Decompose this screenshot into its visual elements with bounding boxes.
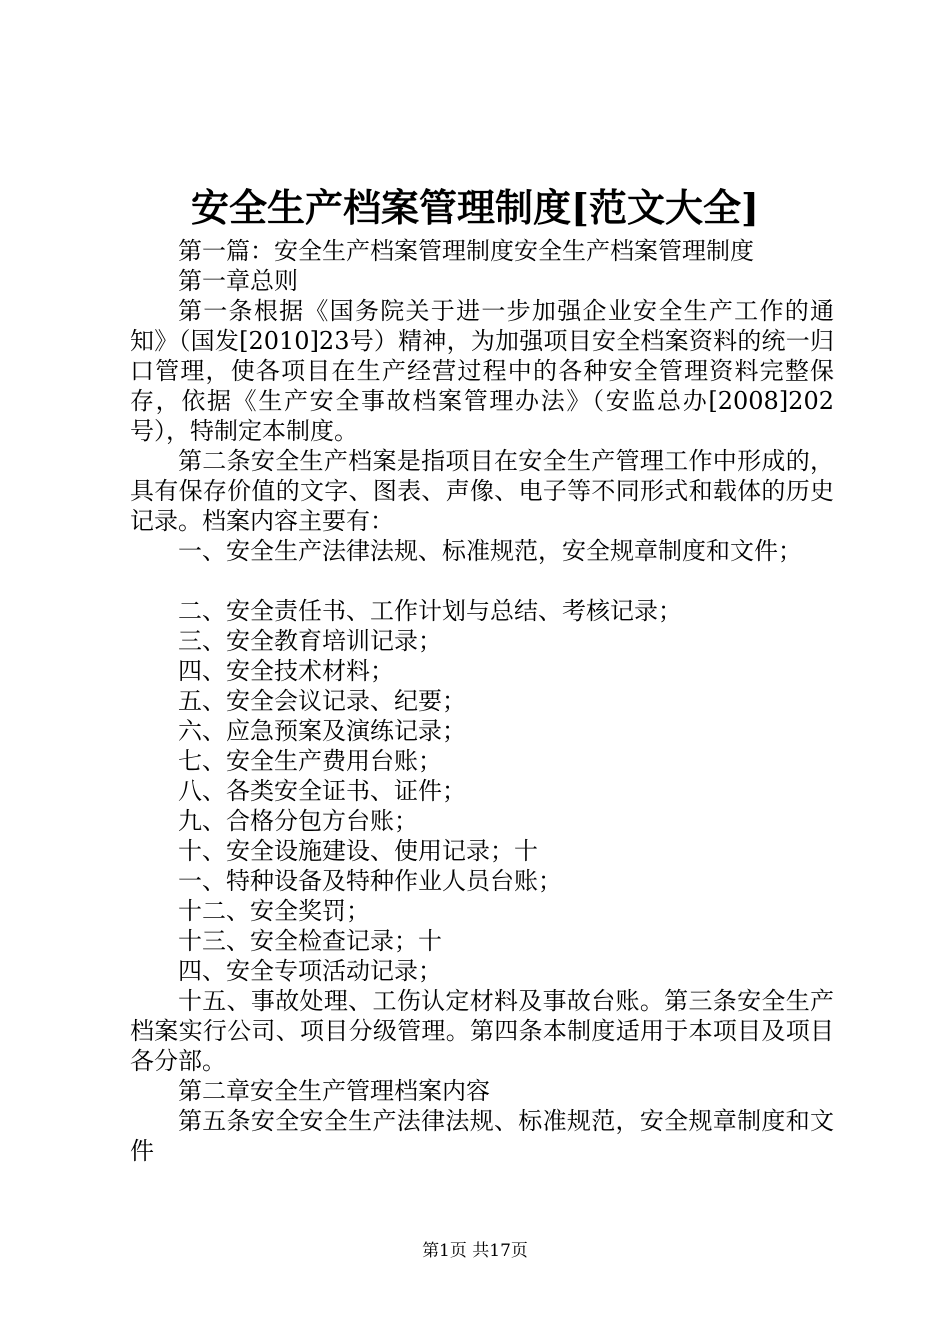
list-item: 四、安全专项活动记录； bbox=[178, 957, 442, 985]
list-item: 五、安全会议记录、纪要； bbox=[178, 687, 466, 715]
paragraph: 十五、事故处理、工伤认定材料及事故台账。第三条安全生产档案实行公司、项目分级管理。第四条本制度适用于本项目及项目各分部。 bbox=[130, 987, 834, 1075]
list-item: 一、安全生产法律法规、标准规范，安全规章制度和文件； bbox=[178, 537, 802, 565]
list-item: 十三、安全检查记录；十 bbox=[178, 927, 442, 955]
list-item: 八、各类安全证书、证件； bbox=[178, 777, 466, 805]
list-item: 十二、安全奖罚； bbox=[178, 897, 370, 925]
list-item: 四、安全技术材料； bbox=[178, 657, 394, 685]
paragraph: 第一条根据《国务院关于进一步加强企业安全生产工作的通知》（国发[2010]23号）精神，为加强项目安全档案资料的统一归口管理，使各项目在生产经营过程中的各种安全管理资料完整保存，依据《生产安全事故档案管理办法》（安监总办[2008]202号），特制定本制度。 bbox=[130, 297, 834, 445]
list-item: 二、安全责任书、工作计划与总结、考核记录； bbox=[178, 597, 682, 625]
document-title: 安全生产档案管理制度[范文大全] bbox=[191, 185, 759, 230]
list-item: 七、安全生产费用台账； bbox=[178, 747, 442, 775]
chapter-heading: 第一章总则 bbox=[178, 267, 298, 295]
list-item: 三、安全教育培训记录； bbox=[178, 627, 442, 655]
list-item: 十、安全设施建设、使用记录；十 bbox=[178, 837, 538, 865]
list-item: 九、合格分包方台账； bbox=[178, 807, 418, 835]
document-body bbox=[130, 236, 834, 1166]
list-item: 六、应急预案及演练记录； bbox=[178, 717, 466, 745]
page-footer: 第1页 共17页 bbox=[422, 1241, 528, 1261]
list-item: 一、特种设备及特种作业人员台账； bbox=[178, 867, 562, 895]
chapter-heading: 第二章安全生产管理档案内容 bbox=[178, 1077, 490, 1105]
paragraph: 第五条安全安全生产法律法规、标准规范，安全规章制度和文件 bbox=[130, 1107, 834, 1165]
paragraph: 第二条安全生产档案是指项目在安全生产管理工作中形成的，具有保存价值的文字、图表、声像、电子等不同形式和载体的历史记录。档案内容主要有： bbox=[130, 447, 834, 535]
paragraph: 第一篇：安全生产档案管理制度安全生产档案管理制度 bbox=[178, 237, 754, 265]
